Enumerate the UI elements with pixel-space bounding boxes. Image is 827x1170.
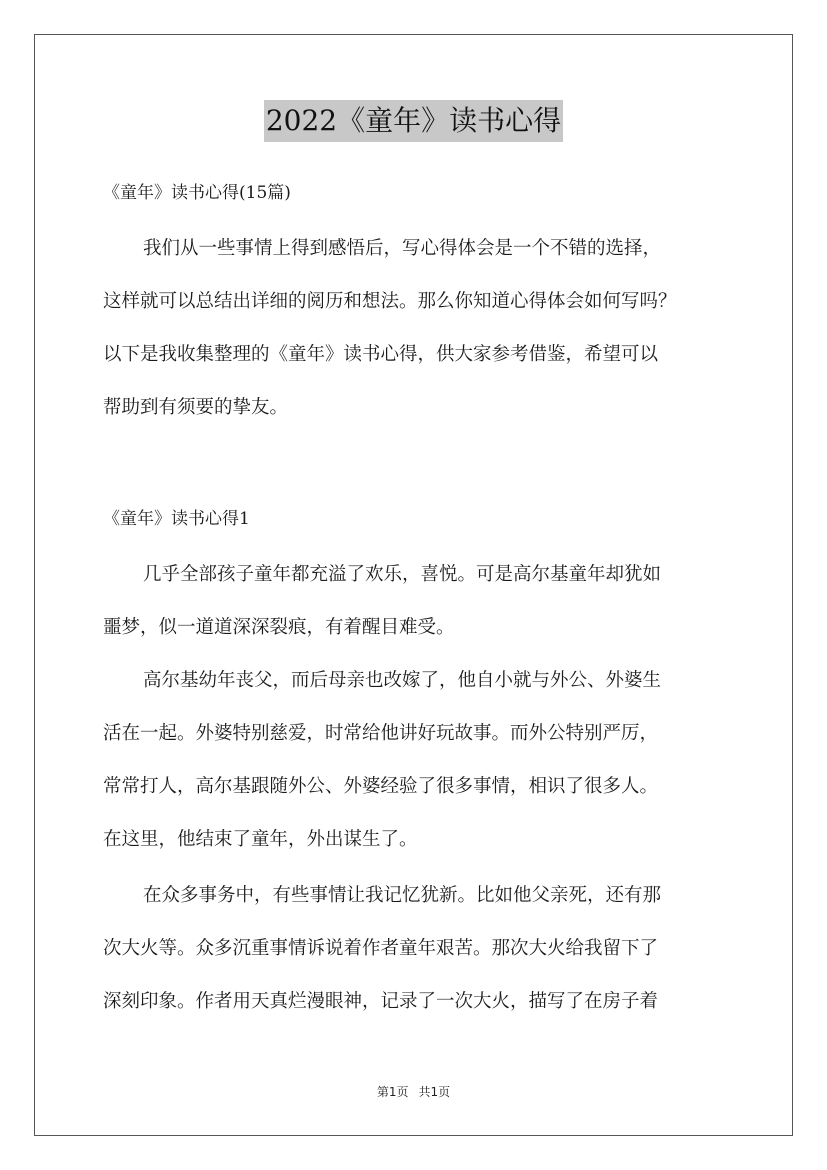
section1-heading: 《童年》读书心得1 [103,509,250,529]
page-total: 共1页 [418,1085,451,1099]
page-number: 第1页 [376,1085,409,1099]
para1-line-1: 几乎全部孩子童年都充溢了欢乐，喜悦。可是高尔基童年却犹如 [143,564,662,585]
para1-line-2: 噩梦，似一道道深深裂痕，有着醒目难受。 [103,617,455,638]
para3-line-3: 深刻印象。作者用天真烂漫眼神，记录了一次大火，描写了在房子着 [103,991,659,1012]
intro-line-4: 帮助到有须要的挚友。 [103,397,289,418]
para2-line-2: 活在一起。外婆特别慈爱，时常给他讲好玩故事。而外公特别严厉， [103,723,659,744]
document-subtitle: 《童年》读书心得(15篇) [103,183,291,203]
document-title: 2022《童年》读书心得 [264,100,563,142]
para3-line-1: 在众多事务中，有些事情让我记忆犹新。比如他父亲死，还有那 [143,885,662,906]
intro-line-2: 这样就可以总结出详细的阅历和想法。那么你知道心得体会如何写吗？ [103,291,677,312]
intro-line-1: 我们从一些事情上得到感悟后，写心得体会是一个不错的选择， [143,238,662,259]
para2-line-4: 在这里，他结束了童年，外出谋生了。 [103,829,418,850]
page-footer [0,1083,827,1100]
para3-line-2: 次大火等。众多沉重事情诉说着作者童年艰苦。那次大火给我留下了 [103,938,659,959]
intro-line-3: 以下是我收集整理的《童年》读书心得，供大家参考借鉴，希望可以 [103,344,659,365]
title-container [0,100,827,142]
para2-line-3: 常常打人，高尔基跟随外公、外婆经验了很多事情，相识了很多人。 [103,776,659,797]
para2-line-1: 高尔基幼年丧父，而后母亲也改嫁了，他自小就与外公、外婆生 [143,670,662,691]
